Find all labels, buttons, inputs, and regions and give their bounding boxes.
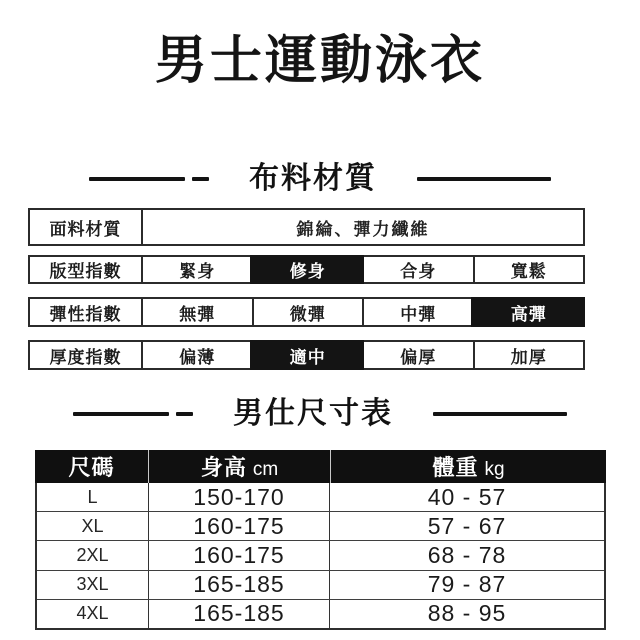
page-title: 男士運動泳衣: [154, 33, 485, 90]
material-row-label: 面料材質: [49, 219, 122, 239]
weight-cell: 88 - 95: [329, 600, 604, 628]
height-cell: 150-170: [148, 483, 329, 511]
dash-long-icon: [89, 177, 185, 181]
size-cell: L: [87, 486, 98, 507]
size-table-row: [37, 599, 604, 628]
size-section-header: [0, 397, 640, 431]
size-section-title: 男仕尺寸表: [233, 397, 393, 430]
height-column-header: [148, 450, 330, 483]
height-unit-label: cm: [252, 458, 279, 480]
index-option: 微彈: [252, 299, 363, 325]
index-option: 合身: [362, 257, 473, 282]
material-row-value: 錦綸、彈力纖維: [141, 210, 583, 244]
index-option: 緊身: [141, 257, 252, 282]
weight-column-header: [330, 450, 606, 483]
size-table-row: [37, 483, 604, 511]
height-column-label: 身高: [200, 455, 247, 480]
size-chart-table: [35, 450, 606, 630]
fabric-section-title: 布料材質: [249, 162, 377, 195]
index-option: 加厚: [473, 342, 584, 368]
size-table-row: [37, 570, 604, 599]
weight-cell: 40 - 57: [329, 483, 604, 511]
index-row-label: 厚度指數: [49, 347, 122, 367]
dash-short-icon: [176, 412, 193, 416]
size-table-row: [37, 511, 604, 540]
index-option: 無彈: [141, 299, 252, 325]
size-table-row: [37, 540, 604, 569]
size-cell: 3XL: [76, 574, 109, 595]
index-option-selected: 修身: [252, 257, 363, 282]
divider-line-left-icon: [89, 177, 209, 181]
size-cell: XL: [81, 515, 104, 536]
weight-cell: 57 - 67: [329, 512, 604, 540]
index-option: 偏厚: [362, 342, 473, 368]
size-chart-header-row: [35, 450, 606, 483]
index-option: 中彈: [362, 299, 473, 325]
height-cell: 165-185: [148, 600, 329, 628]
fabric-section-header: [0, 162, 640, 196]
divider-line-left-icon: [73, 412, 193, 416]
size-column-label: 尺碼: [68, 455, 115, 480]
height-cell: 160-175: [148, 512, 329, 540]
weight-cell: 79 - 87: [329, 571, 604, 599]
material-row: [28, 208, 585, 246]
size-chart-body: [35, 483, 606, 630]
weight-column-label: 體重: [432, 455, 479, 480]
dash-short-icon: [192, 177, 209, 181]
weight-unit-label: kg: [484, 458, 505, 480]
height-cell: 160-175: [148, 541, 329, 569]
fabric-index-row: [28, 340, 585, 370]
index-option-selected: 適中: [252, 342, 363, 368]
size-cell: 4XL: [76, 603, 109, 624]
index-row-label: 版型指數: [49, 262, 122, 281]
divider-line-right-icon: [433, 412, 567, 416]
fabric-index-row: [28, 255, 585, 284]
size-cell: 2XL: [76, 545, 109, 565]
index-option: 寬鬆: [473, 257, 584, 282]
size-column-header: [35, 450, 148, 483]
index-option: 偏薄: [141, 342, 252, 368]
fabric-index-row: [28, 297, 585, 327]
dash-long-icon: [433, 412, 567, 416]
dash-long-icon: [73, 412, 169, 416]
index-option-selected: 高彈: [473, 299, 584, 325]
index-row-label: 彈性指數: [49, 304, 122, 324]
weight-cell: 68 - 78: [329, 541, 604, 569]
height-cell: 165-185: [148, 571, 329, 599]
dash-long-icon: [417, 177, 551, 181]
divider-line-right-icon: [417, 177, 551, 181]
